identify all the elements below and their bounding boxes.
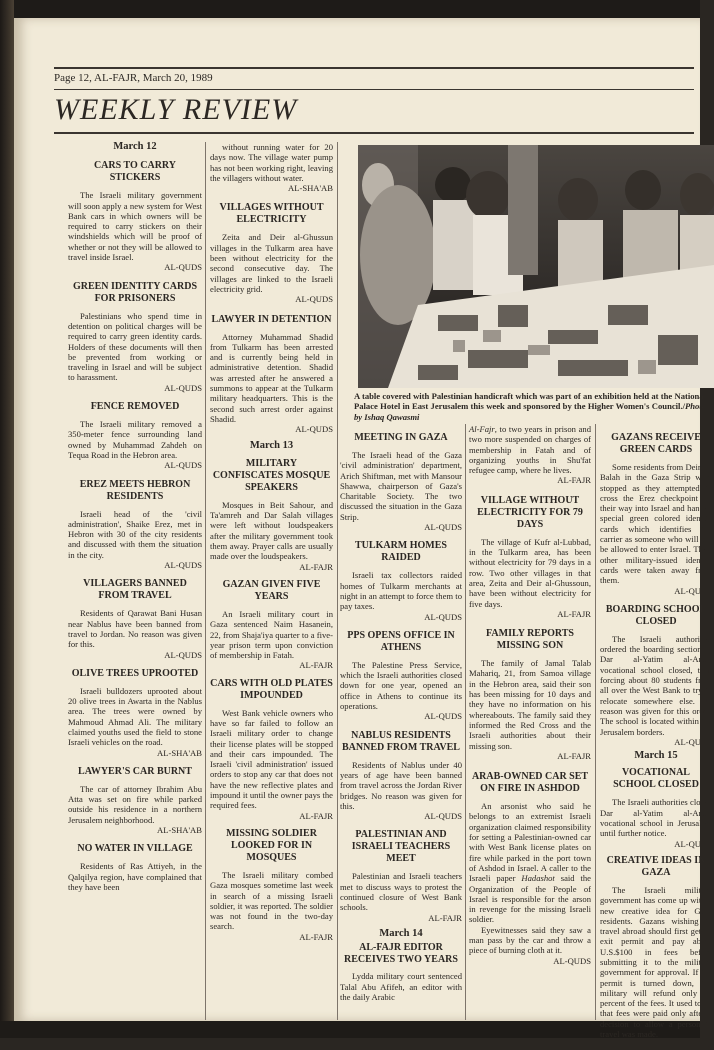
article	[68, 160, 202, 272]
date-heading: March 14	[379, 927, 423, 939]
article-body: The Israeli authorities closed Dar al-Yatim al-Arabi vocational school in Jerusalem until further notice.	[600, 797, 712, 839]
column-1	[68, 142, 202, 892]
article-headline: GREEN IDENTITY CARDS FOR PRISONERS	[72, 280, 198, 304]
article-body: The family of Jamal Talab Mahariq, 21, from Samoa village in the Hebron area, said their son has been missing for 10 days and they have no information on his whereabouts. The family said they informed the Red Cross and the Israeli authorities about their missing son.	[469, 658, 591, 751]
article-source: AL-FAJR	[299, 810, 333, 821]
book-spine	[0, 0, 14, 1038]
article-source: AL-SHA'AB	[157, 747, 202, 758]
article-headline: ARAB-OWNED CAR SET ON FIRE IN ASHDOD	[471, 771, 589, 795]
article-headline: MISSING SOLDIER LOOKED FOR IN MOSQUES	[226, 827, 317, 863]
article-headline: EREZ MEETS HEBRON RESIDENTS	[79, 478, 191, 502]
column-5	[600, 424, 712, 1050]
article-headline: BOARDING SCHOOL CLOSED	[605, 603, 707, 627]
article-headline: GAZAN GIVEN FIVE YEARS	[222, 578, 321, 602]
article	[68, 766, 202, 835]
article	[68, 668, 202, 758]
column-divider-3	[465, 424, 466, 1020]
article-source: AL-QUDS	[674, 736, 712, 747]
article-source: AL-FAJR	[299, 561, 333, 572]
article-body: Mosques in Beit Sahour, and Ta'amreh and Dar Salah villages were left without loudspeakers after the military government took them away. Prayer calls are usually made over the loudspeakers.	[210, 499, 333, 562]
article-source: AL-FAJR	[678, 1039, 712, 1050]
article-body: The car of attorney Ibrahim Abu Atta was set on fire while parked outside his residence in a northern Jerusalem neighborhood.	[68, 783, 202, 825]
article-body: West Bank vehicle owners who have so far failed to follow an Israeli military order to change their license plates will be stopped and their cars impounded. The Israeli 'civil administration' issued orders to stop any car that does not have the new reflective plates and impound it until the owner pays the required fees.	[210, 707, 333, 811]
article	[68, 479, 202, 571]
article-source: AL-QUDS	[424, 711, 462, 722]
article-body: The Israeli military government has come up with a new creative idea for Gaza residents. Gazans wishing to travel abroad should first get an exit permit and pay about U.S.$100 in fees before submitting it to the military government for approval. If the permit is turned down, the military will refund only 60 percent of the fees. It used to be that fees were paid only after a decision to allow a person to travel was made.	[600, 884, 712, 1040]
article-headline: FENCE REMOVED	[90, 401, 180, 413]
article-source: AL-FAJR	[557, 475, 591, 486]
column-divider-4	[595, 424, 596, 1020]
article-body: The Palestine Press Service, which the Israeli authorities closed down for one year, opened an office in Athens to continue its operations.	[340, 659, 462, 712]
article	[600, 767, 712, 848]
article-source: AL-FAJR	[557, 608, 591, 619]
photo-credit: Photo by Ishaq Qawasmi	[354, 401, 706, 422]
photo-caption	[354, 391, 706, 422]
header-bottom-rule	[54, 132, 694, 134]
article	[600, 432, 712, 596]
column-divider-2	[337, 142, 338, 1020]
column-2	[210, 142, 333, 942]
article	[210, 828, 333, 942]
exhibition-photo	[358, 145, 714, 388]
article-headline: CARS WITH OLD PLATES IMPOUNDED	[210, 677, 333, 701]
article-body: Zeita and Deir al-Ghussun villages in the Tulkarm area have been without electricity for the second consecutive day. The villages are linked to the Israeli electricity grid.	[210, 232, 333, 294]
date-heading: March 13	[249, 439, 294, 451]
article	[600, 604, 712, 747]
article-body: The Israeli military removed a 350-meter fence surrounding land owned by Muhammad Zahdeh on Tequa Road in the Hebron area.	[68, 419, 202, 460]
article-headline: VILLAGERS BANNED FROM TRAVEL	[83, 578, 187, 602]
article-headline: MEETING IN GAZA	[354, 432, 448, 443]
article-headline: VILLAGE WITHOUT ELECTRICITY FOR 79 DAYS	[477, 494, 583, 530]
caption-text: A table covered with Palestinian handicraft which was part of an exhibition held at the National Palace Hotel in East Jerusalem this week and sponsored by the Higher Women's Council./	[354, 391, 706, 412]
article	[340, 730, 462, 822]
article-headline: MILITARY CONFISCATES MOSQUE SPEAKERS	[212, 457, 331, 493]
article-body: Israeli head of the 'civil administration', Shaike Erez, met in Hebron with 30 of the city residents and discussed with them the situation in the city.	[68, 508, 202, 560]
continued-body	[469, 424, 591, 475]
article	[210, 458, 333, 572]
photo-image	[358, 145, 714, 388]
article-source: AL-QUDS	[424, 811, 462, 822]
article	[469, 628, 591, 761]
article-headline: VILLAGES WITHOUT ELECTRICITY	[219, 202, 324, 226]
article-source: AL-QUDS	[164, 262, 202, 273]
article	[600, 855, 712, 1050]
article-body: An Israeli military court in Gaza sentenced Naim Hasanein, 22, from Shaja'iya quarter to a five-year prison term upon conviction of membership in Fatah.	[210, 608, 333, 661]
column-3	[340, 424, 462, 1002]
article-headline: LAWYER IN DETENTION	[211, 313, 332, 325]
newspaper-page	[14, 18, 712, 1050]
article-body	[469, 801, 591, 925]
article	[340, 432, 462, 532]
article-source: AL-QUDS	[164, 382, 202, 393]
article-source: AL-QUDS	[164, 460, 202, 471]
article-body: The Israeli authorities ordered the boarding section of Dar al-Yatim al-Arabi vocational school closed, thus forcing about 80 students from all over the West Bank to try to relocate somewhere else. No reason was given for this order. The school is located within the Jerusalem borders.	[600, 633, 712, 737]
article	[210, 202, 333, 304]
article-headline: PPS OPENS OFFICE IN ATHENS	[347, 629, 455, 653]
body-text: An arsonist who said he belongs to an extremist Israeli organization claimed responsibility for setting a Palestinian-owned car with West Bank license plates on fire while parked in the port town of Ashdod in Israel. A caller to the Israeli paper	[469, 801, 591, 884]
article-body: The Israeli military government will soon apply a new system for West Bank cars in which owners will be required to carry stickers on their windshields which will be proof of whether or not they will be allowed to travel inside Israel.	[68, 190, 202, 263]
article	[340, 540, 462, 621]
article-body: Attorney Muhammad Shadid from Tulkarm has been arrested and is currently being held in administrative detention. Shadid was arrested after he answered a summons to appear at the Tulkarm military headquarters. This is the second such arrest order against Shadid.	[210, 331, 333, 424]
section-title: WEEKLY REVIEW	[54, 93, 298, 126]
article-source: AL-QUDS	[674, 838, 712, 849]
article-source: AL-QUDS	[674, 585, 712, 596]
article	[68, 578, 202, 659]
article	[340, 829, 462, 922]
article-body: Palestinians who spend time in detention on political charges will be required to carry green identity cards. Holders of these documents will then be prevented from working or traveling in Israel and will be subject to harassment.	[68, 310, 202, 383]
article-headline: CARS TO CARRY STICKERS	[93, 160, 177, 184]
article-headline: TULKARM HOMES RAIDED	[355, 540, 447, 564]
date-heading: March 12	[113, 141, 157, 152]
article	[469, 495, 591, 619]
article-source: AL-FAJR	[428, 912, 462, 923]
article-source: AL-QUDS	[295, 294, 333, 305]
article	[210, 314, 333, 435]
article	[340, 630, 462, 722]
article-headline: NABLUS RESIDENTS BANNED FROM TRAVEL	[342, 729, 460, 753]
column-divider-1	[205, 142, 206, 1020]
article-body: Residents of Ras Attiyeh, in the Qalqilya region, have complained that they have been	[68, 861, 202, 892]
page-line: Page 12, AL-FAJR, March 20, 1989	[54, 72, 213, 84]
article-body: The Israeli head of the Gaza 'civil administration' department, Arich Shiftman, met with Mansour Shawwa, chairperson of Gaza's Charitable Society. The two discussed the situation in the Gaza Strip.	[340, 450, 462, 522]
article-body: The Israeli military combed Gaza mosques sometime last week in search of a missing Israeli soldier, it was reported. The soldier was not found in the two-day search.	[210, 869, 333, 932]
article-source: AL-FAJR	[299, 931, 333, 942]
article	[68, 401, 202, 470]
article	[68, 843, 202, 892]
article-body: Palestinian and Israeli teachers met to discuss ways to protest the continued closure of West Bank schools.	[340, 871, 462, 913]
article-source: AL-QUDS	[295, 424, 333, 435]
article-headline: AL-FAJR EDITOR RECEIVES TWO YEARS	[344, 942, 458, 966]
article-source: AL-SHA'AB	[288, 183, 333, 194]
column-4	[469, 424, 591, 966]
continued-body: without running water for 20 days now. The village water pump has not been working right, leaving the villagers without water.	[210, 142, 333, 183]
article-headline: PALESTINIAN AND ISRAELI TEACHERS MEET	[351, 829, 451, 865]
article-body: Israeli bulldozers uprooted about 20 olive trees in Awarta in the Nablus area. The trees were owned by Mahmoud Ahmad Ali. The military claimed youths used the field to stone Israeli vehicles on the road.	[68, 685, 202, 748]
article-headline: FAMILY REPORTS MISSING SON	[486, 628, 574, 652]
paper-name: Al-Fajr	[469, 424, 495, 434]
header-mid-rule	[54, 89, 694, 90]
paper-name: Hadashot	[521, 873, 555, 884]
scan-top-edge	[0, 0, 700, 18]
article	[210, 678, 333, 821]
article-body: Residents of Nablus under 40 years of age have been banned from travel across the Jordan River bridges. No reason was given for this.	[340, 759, 462, 811]
article-source: AL-QUDS	[424, 522, 462, 533]
article-body: Residents of Qarawat Bani Husan near Nablus have been banned from travel to Jordan. No reason was given for this.	[68, 608, 202, 650]
article-source: AL-SHA'AB	[157, 825, 202, 836]
article-source: AL-QUDS	[164, 560, 202, 571]
article-source: AL-FAJR	[299, 660, 333, 671]
article-body: Lydda military court sentenced Talal Abu Afifeh, an editor with the daily Arabic	[340, 971, 462, 1002]
article-headline: VOCATIONAL SCHOOL CLOSED	[613, 767, 699, 791]
article-source: AL-QUDS	[553, 955, 591, 966]
article-headline: LAWYER'S CAR BURNT	[78, 765, 192, 777]
date-heading: March 15	[634, 750, 678, 762]
article-headline: GAZANS RECEIVE GREEN CARDS	[611, 432, 701, 455]
lead-text: , to two years in prison and two more suspended on charges of membership in Fatah and of organizing youths in Shu'fat refugee camp, where he lives.	[469, 424, 591, 476]
article-body: Some residents from Deir al-Balah in the Gaza Strip were stopped as they attempted to cross the Erez checkpoint on their way into Israel and handed special green colored identity cards which identifies the carrier as someone who will not be allowed to enter Israel. Their other military-issued identity cards were taken away from them.	[600, 462, 712, 586]
article-headline: OLIVE TREES UPROOTED	[71, 667, 199, 679]
article	[210, 579, 333, 671]
article-headline: NO WATER IN VILLAGE	[77, 843, 193, 855]
article-source: AL-FAJR	[557, 750, 591, 761]
article-headline: CREATIVE IDEAS IN GAZA	[606, 854, 706, 878]
article-source: AL-QUDS	[164, 649, 202, 660]
header-top-rule	[54, 67, 694, 69]
article-body: Eyewitnesses said they saw a man pass by the car and throw a piece of burning cloth at it.	[469, 924, 591, 956]
scan-bottom-edge	[0, 1021, 700, 1038]
article-source: AL-QUDS	[424, 611, 462, 622]
body-text: said the Organization of the People of Israel is responsible for the arson in revenge for the missing Israeli soldier.	[469, 873, 591, 925]
article-body: Israeli tax collectors raided homes of Tulkarm merchants at night in an attempt to force them to pay taxes.	[340, 570, 462, 612]
article-body: The village of Kufr al-Lubbad, in the Tulkarm area, has been without electricity for 79 days in a row. Two other villages in that area, Zeita and Deir al-Ghussoun, have been without electricity for five days.	[469, 536, 591, 609]
article	[68, 281, 202, 393]
